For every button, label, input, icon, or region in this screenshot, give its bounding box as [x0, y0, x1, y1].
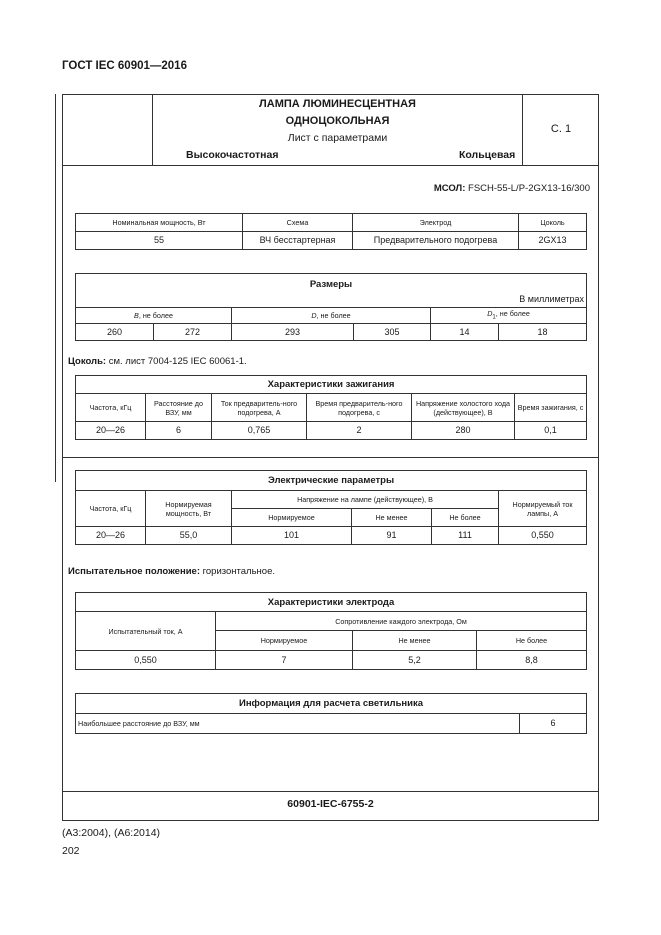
ignition-table	[75, 375, 587, 440]
electrical-header-power: Нормируемая мощность, Вт	[146, 491, 232, 527]
standard-code: ГОСТ IEC 60901—2016	[62, 60, 187, 72]
electrode-cell: 8,8	[477, 651, 587, 670]
dim-header-d: D, не более	[232, 308, 431, 324]
electrical-cell: 55,0	[146, 527, 232, 545]
cap-note	[68, 356, 247, 367]
dimensions-title-cell	[76, 274, 587, 308]
test-position-note	[68, 566, 275, 577]
electrical-cell: 91	[352, 527, 432, 545]
electrical-table	[75, 470, 587, 545]
cap-note-label: Цоколь:	[68, 356, 107, 367]
mcol-value: FSCH-55-L/P-2GX13-16/300	[468, 183, 590, 194]
dim-cell: 14	[431, 324, 499, 341]
ignition-header: Время предваритель-ного подогрева, с	[307, 394, 412, 422]
ignition-header: Ток предваритель-ного подогрева, А	[212, 394, 307, 422]
dim-cell: 18	[499, 324, 587, 341]
electrical-cell: 20—26	[76, 527, 146, 545]
ignition-cell: 6	[146, 422, 212, 440]
cap-note-text: см. лист 7004-125 IEC 60061-1.	[108, 356, 247, 367]
electrical-header-norm: Нормируемое	[232, 509, 352, 527]
lamp-title-line2: ОДНОЦОКОЛЬНАЯ	[285, 115, 390, 127]
electrical-header-current: Нормируемый ток лампы, А	[499, 491, 587, 527]
dim-cell: 305	[354, 324, 431, 341]
dimensions-title: Размеры	[309, 279, 353, 290]
header-divider	[62, 165, 599, 166]
ignition-cell: 0,765	[212, 422, 307, 440]
electrode-cell: 0,550	[76, 651, 216, 670]
electrical-header-max: Не более	[432, 509, 499, 527]
dim-cell: 293	[232, 324, 354, 341]
electrical-header-min: Не менее	[352, 509, 432, 527]
ignition-cell: 2	[307, 422, 412, 440]
ignition-header: Напряжение холостого хода (действующее), В	[412, 394, 515, 422]
electrode-cell: 7	[216, 651, 353, 670]
luminaire-title: Информация для расчета светильника	[76, 694, 587, 714]
electrode-title: Характеристики электрода	[76, 593, 587, 612]
lamp-title-line1: ЛАМПА ЛЮМИНЕСЦЕНТНАЯ	[259, 98, 416, 110]
general-cell: 55	[76, 232, 243, 250]
page-code: С. 1	[550, 123, 572, 135]
electrical-header-voltage: Напряжение на лампе (действующее), В	[232, 491, 499, 509]
dim-cell: 260	[76, 324, 154, 341]
electrode-header-norm: Нормируемое	[216, 631, 353, 651]
section-divider	[62, 457, 599, 458]
electrical-cell: 111	[432, 527, 499, 545]
ignition-header: Время зажигания, с	[515, 394, 587, 422]
general-cell: Предварительного подогрева	[353, 232, 519, 250]
lamp-type-right: Кольцевая	[459, 149, 516, 161]
general-header: Номинальная мощность, Вт	[76, 214, 243, 232]
electrode-cell: 5,2	[353, 651, 477, 670]
ignition-cell: 280	[412, 422, 515, 440]
electrical-header-freq: Частота, кГц	[76, 491, 146, 527]
electrode-header-resistance: Сопротивление каждого электрода, Ом	[216, 612, 587, 631]
lamp-type-left: Высокочастотная	[186, 149, 279, 161]
mcol-designation	[360, 183, 590, 194]
general-table	[75, 213, 587, 250]
revision-bar	[55, 94, 56, 482]
ignition-header: Частота, кГц	[76, 394, 146, 422]
general-cell: ВЧ бесстартерная	[243, 232, 353, 250]
general-cell: 2GX13	[519, 232, 587, 250]
general-header: Цоколь	[519, 214, 587, 232]
general-header: Электрод	[353, 214, 519, 232]
mcol-label: МСОЛ:	[433, 183, 466, 194]
dimensions-table	[75, 273, 587, 341]
electrical-title: Электрические параметры	[76, 471, 587, 491]
luminaire-label: Наибольшее расстояние до ВЗУ, мм	[76, 714, 520, 734]
test-position-label: Испытательное положение:	[68, 566, 200, 577]
general-header: Схема	[243, 214, 353, 232]
footer-divider	[62, 791, 599, 792]
amendments: (A3:2004), (A6:2014)	[62, 827, 161, 839]
luminaire-value: 6	[520, 714, 587, 734]
electrode-header-min: Не менее	[353, 631, 477, 651]
test-position-text: горизонтальное.	[202, 566, 276, 577]
electrode-header-max: Не более	[477, 631, 587, 651]
ignition-cell: 20—26	[76, 422, 146, 440]
electrical-cell: 0,550	[499, 527, 587, 545]
electrode-table	[75, 592, 587, 670]
dimensions-unit: В миллиметрах	[519, 294, 585, 304]
sheet-subtitle: Лист с параметрами	[287, 132, 388, 144]
luminaire-table	[75, 693, 587, 734]
electrical-cell: 101	[232, 527, 352, 545]
ignition-title: Характеристики зажигания	[76, 376, 587, 394]
ignition-cell: 0,1	[515, 422, 587, 440]
ignition-header: Расстояние до ВЗУ, мм	[146, 394, 212, 422]
dim-header-d1: $D_1$, не более	[431, 308, 587, 324]
sheet-code: 60901-IEC-6755-2	[287, 798, 374, 810]
page-number: 202	[62, 845, 80, 857]
dim-header-b: B, не более	[76, 308, 232, 324]
electrode-header-current: Испытательный ток, А	[76, 612, 216, 651]
dim-cell: 272	[154, 324, 232, 341]
